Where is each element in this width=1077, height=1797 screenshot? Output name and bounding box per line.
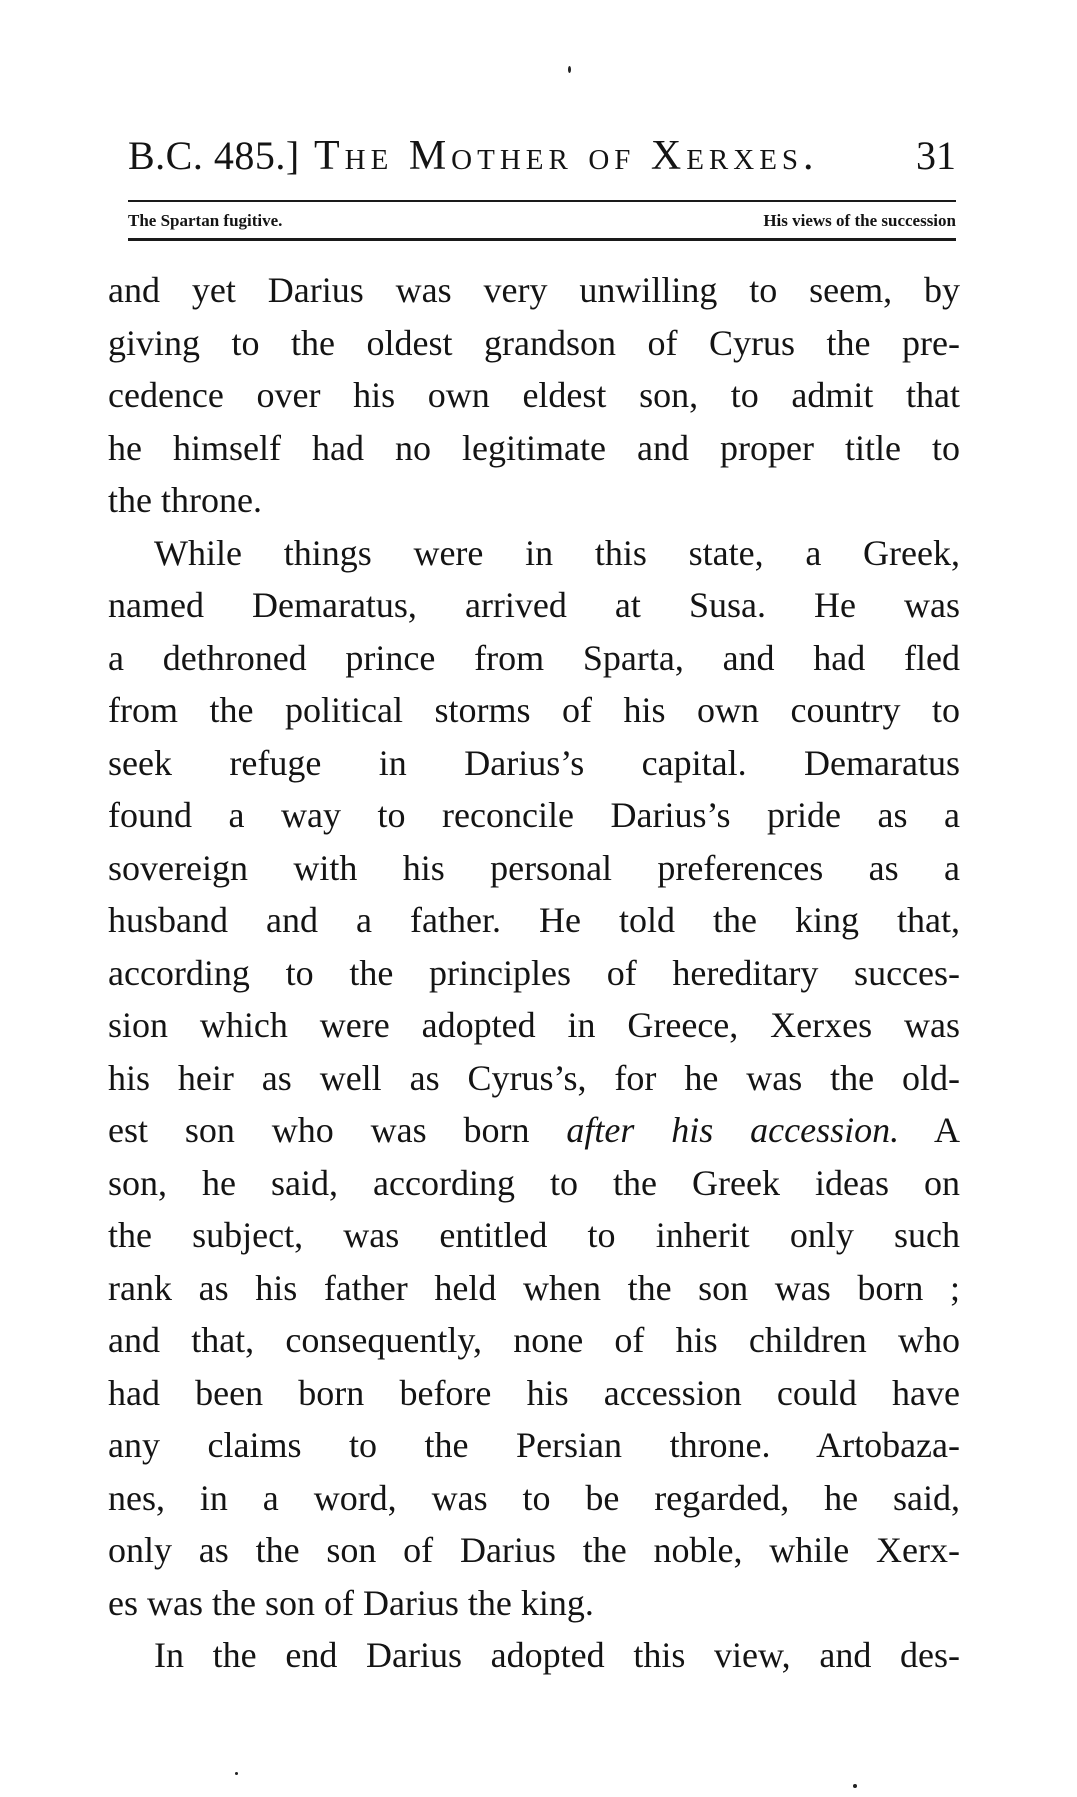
page-number: 31	[916, 133, 956, 178]
italic-phrase: after his accession.	[566, 1110, 900, 1150]
text-line: While things were in this state, a Greek,	[154, 532, 960, 573]
sidenotes	[128, 206, 956, 236]
text-line: according to the principles of hereditary succes-	[108, 952, 960, 993]
running-head	[128, 128, 956, 184]
text-line-mixed	[108, 1104, 960, 1157]
body-text	[108, 264, 960, 1682]
text-line: he himself had no legitimate and proper title to	[108, 427, 960, 468]
text-line: and yet Darius was very unwilling to seem, by	[108, 270, 960, 310]
text-line: sovereign with his personal preferences as a	[108, 847, 960, 888]
sidenote-left: The Spartan fugitive.	[128, 211, 283, 230]
text-line: any claims to the Persian throne. Artobaza-	[108, 1425, 960, 1465]
text-line: the throne.	[108, 480, 262, 520]
text-fragment: est son who was born	[108, 1110, 530, 1150]
ink-speck-top	[568, 66, 571, 73]
ink-speck-bottom-left	[235, 1772, 238, 1775]
text-line: In the end Darius adopted this view, and des-	[154, 1635, 960, 1675]
text-line: es was the son of Darius the king.	[108, 1582, 594, 1623]
text-line: son, he said, according to the Greek ideas on	[108, 1162, 960, 1203]
text-line: rank as his father held when the son was born ;	[108, 1267, 960, 1308]
running-head-year: B.C. 485.]	[128, 133, 300, 178]
text-line: cedence over his own eldest son, to admit that	[108, 375, 960, 415]
text-line: only as the son of Darius the noble, while Xerx-	[108, 1530, 960, 1570]
text-line: nes, in a word, was to be regarded, he said,	[108, 1477, 960, 1518]
running-head-title: The Mother of Xerxes.	[314, 133, 819, 179]
header-rule	[128, 200, 956, 202]
text-line: the subject, was entitled to inherit only such	[108, 1215, 960, 1255]
sidenote-right: His views of the succession	[763, 211, 956, 230]
text-line: seek refuge in Darius’s capital. Demaratus	[108, 742, 960, 783]
text-line: had been born before his accession could have	[108, 1372, 960, 1413]
text-line: his heir as well as Cyrus’s, for he was the old-	[108, 1057, 960, 1098]
text-line: found a way to reconcile Darius’s pride as a	[108, 795, 960, 835]
text-line: named Demaratus, arrived at Susa. He was	[108, 585, 960, 625]
text-line: sion which were adopted in Greece, Xerxes was	[108, 1005, 960, 1045]
sidenote-rule	[128, 238, 956, 241]
text-line: from the political storms of his own country to	[108, 690, 960, 730]
text-line: and that, consequently, none of his children who	[108, 1320, 960, 1360]
text-line: a dethroned prince from Sparta, and had fled	[108, 637, 960, 678]
ink-speck-bottom-right	[853, 1784, 857, 1788]
text-line: husband and a father. He told the king that,	[108, 900, 960, 940]
text-line: giving to the oldest grandson of Cyrus the pre-	[108, 322, 960, 363]
text-fragment: A	[934, 1110, 960, 1150]
